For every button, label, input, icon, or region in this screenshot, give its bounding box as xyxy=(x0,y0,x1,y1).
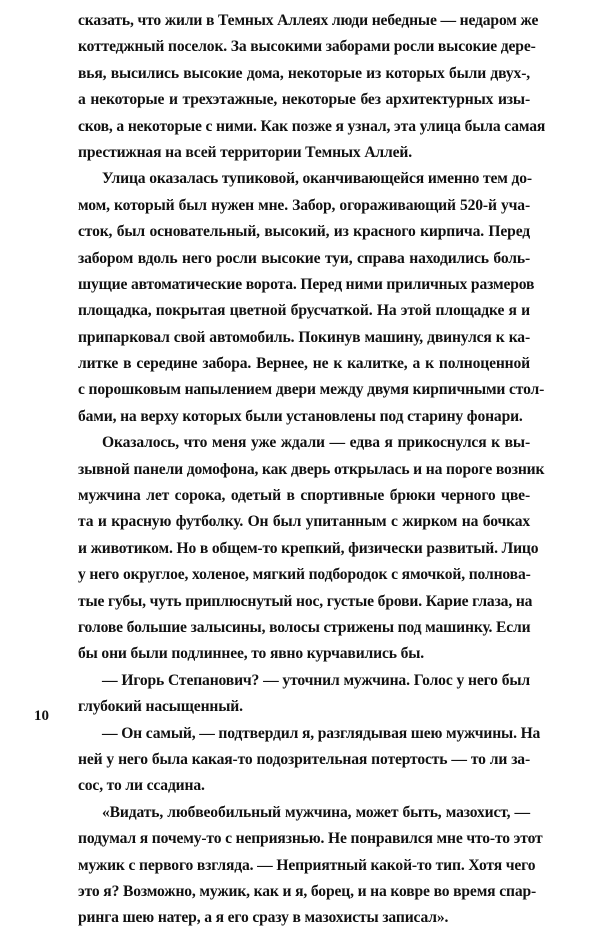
text-line: и животиком. Но в общем-то крепкий, физически развитый. Лицо xyxy=(78,539,539,557)
text-line: припарковал свой автомобиль. Покинув машину, двинулся к ка- xyxy=(78,328,530,346)
text-line: мужик с первого взгляда. — Неприятный какой-то тип. Хотя чего xyxy=(78,856,536,874)
text-line: у него округлое, холеное, мягкий подбородок с ямочкой, полнова- xyxy=(78,566,531,584)
text-line: литке в середине забора. Вернее, не к калитке, а к полноценной xyxy=(78,355,530,373)
text-line: мом, который был нужен мне. Забор, огораживающий 520-й уча- xyxy=(78,196,530,214)
text-line: сказать, что жили в Темных Аллеях люди небедные — недаром же xyxy=(78,12,539,29)
text-line: ринга шею натер, а я его сразу в мазохисты записал». xyxy=(78,909,449,927)
text-line: престижная на всей территории Темных Аллей. xyxy=(78,143,412,161)
text-line: Улица оказалась тупиковой, оканчивающейся именно тем до- xyxy=(102,170,532,188)
text-line: сос, то ли ссадина. xyxy=(78,777,205,795)
text-line: вья, высились высокие дома, некоторые из которых были двух-, xyxy=(78,64,530,82)
text-line: сков, а некоторые с ними. Как позже я узнал, эта улица была самая xyxy=(78,117,546,135)
text-line: сток, был основательный, высокий, из красного кирпича. Перед xyxy=(78,223,530,241)
text-line: — Он самый, — подтвердил я, разглядывая шею мужчины. На xyxy=(102,724,541,742)
text-line: шущие автоматические ворота. Перед ними приличных размеров xyxy=(78,275,535,293)
text-line: а некоторые и трехэтажные, некоторые без архитектурных изы- xyxy=(78,91,530,109)
text-line: ней у него была какая-то подозрительная потертость — то ли за- xyxy=(78,750,530,768)
text-line: бы они были подлиннее, то явно курчавились бы. xyxy=(78,645,424,663)
text-line: та и красную футболку. Он был упитанным с жирком на бочках xyxy=(78,513,530,531)
text-line: голове большие залысины, волосы стрижены под машинку. Если xyxy=(78,618,531,636)
text-line: «Видать, любвеобильный мужчина, может быть, мазохист, — xyxy=(102,803,530,821)
text-line: Оказалось, что меня уже ждали — едва я прикоснулся к вы- xyxy=(102,434,530,452)
text-line: бами, на верху которых были установлены под старину фонари. xyxy=(78,407,523,425)
body-text xyxy=(78,8,546,932)
text-line: — Игорь Степанович? — уточнил мужчина. Голос у него был xyxy=(102,671,530,689)
text-line: тые губы, чуть приплюснутый нос, густые брови. Карие глаза, на xyxy=(78,592,533,610)
text-line: мужчина лет сорока, одетый в спортивные брюки черного цве- xyxy=(78,487,530,505)
text-line: зывной панели домофона, как дверь открылась и на пороге возник xyxy=(78,460,545,478)
text-line: с порошковым напылением двери между двумя кирпичными стол- xyxy=(78,381,545,399)
text-line: коттеджный поселок. За высокими заборами росли высокие дере- xyxy=(78,38,536,56)
text-line: подумал я почему-то с неприязнью. Не понравился мне что-то этот xyxy=(78,830,543,848)
text-line: забором вдоль него росли высокие туи, справа находились боль- xyxy=(78,249,530,267)
text-line: глубокий насыщенный. xyxy=(78,698,243,716)
page-number: 10 xyxy=(34,708,49,724)
text-line: это я? Возможно, мужик, как и я, борец, и на ковре во время спар- xyxy=(78,882,537,900)
text-line: площадка, покрытая цветной брусчаткой. На этой площадке я и xyxy=(78,302,530,320)
